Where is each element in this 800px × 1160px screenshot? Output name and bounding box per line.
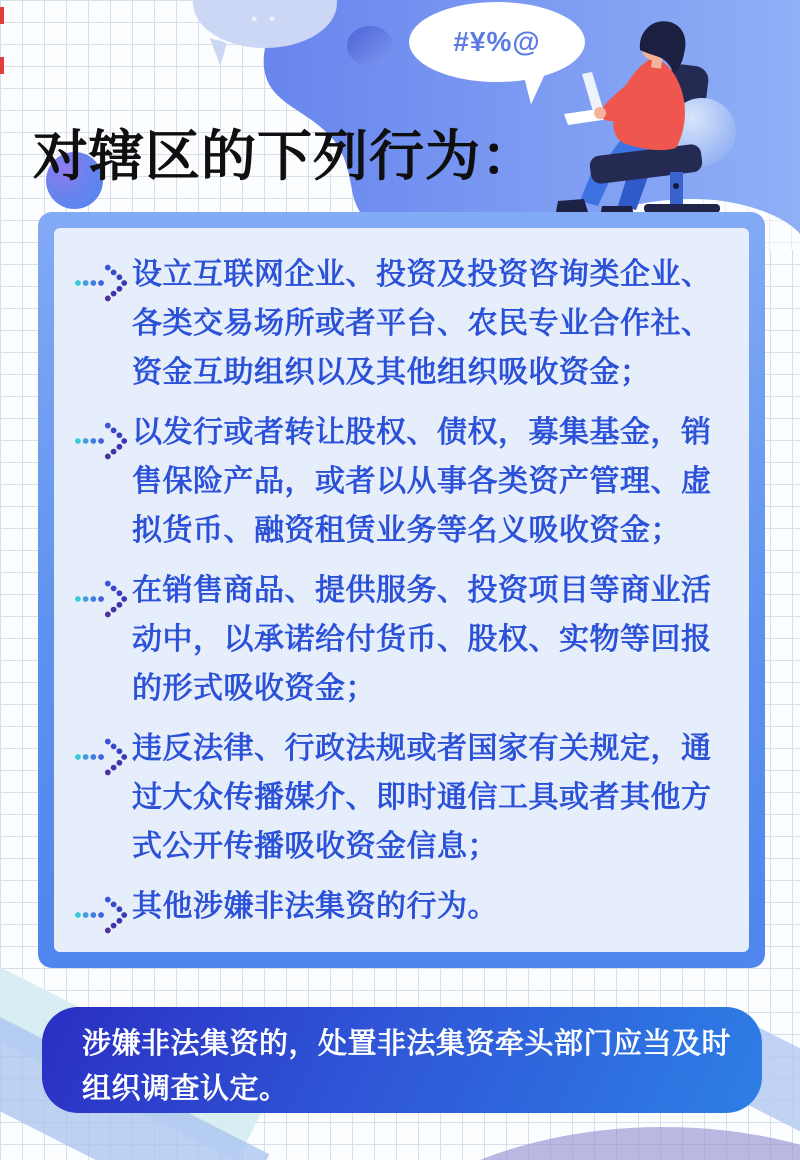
lavender-dome-decoration	[338, 1127, 800, 1160]
list-item-text: 违反法律、行政法规或者国家有关规定，通过大众传播媒介、即时通信工具或者其他方式公开传播吸收资金信息；	[132, 732, 712, 863]
behavior-list-inner	[54, 228, 749, 952]
person-hand	[594, 107, 606, 119]
swearing-symbols-text: #¥%@	[453, 26, 541, 57]
censored-symbols-text: * *	[251, 13, 279, 30]
chair-column	[670, 172, 683, 206]
small-blue-dot	[347, 26, 393, 66]
list-item-text: 其他涉嫌非法集资的行为。	[132, 890, 498, 923]
chair-knob	[673, 183, 679, 189]
margin-mark	[0, 7, 4, 24]
dotted-arrow-icon	[74, 250, 132, 397]
person-shoe	[556, 199, 588, 212]
page-title: 对辖区的下列行为：	[33, 125, 538, 187]
person-at-laptop-illustration	[552, 10, 800, 234]
list-item	[74, 408, 737, 555]
dotted-arrow-icon	[74, 724, 132, 871]
dotted-arrow-icon	[74, 882, 132, 947]
list-item-text: 设立互联网企业、投资及投资咨询类企业、各类交易场所或者平台、农民专业合作社、资金互助组织以及其他组织吸收资金；	[132, 258, 712, 389]
investigation-notice-box	[42, 1007, 762, 1113]
investigation-notice-text: 涉嫌非法集资的，处置非法集资牵头部门应当及时组织调查认定。	[82, 1028, 732, 1105]
list-item	[74, 250, 737, 397]
dotted-arrow-icon	[74, 566, 132, 713]
list-item-text: 在销售商品、提供服务、投资项目等商业活动中，以承诺给付货币、股权、实物等回报的形式吸收资金；	[132, 574, 712, 705]
list-item	[74, 724, 737, 871]
margin-mark	[0, 57, 4, 74]
behavior-list-box	[38, 212, 765, 968]
dotted-arrow-icon	[74, 408, 132, 555]
list-item-text: 以发行或者转让股权、债权，募集基金，销售保险产品，或者以从事各类资产管理、虚拟货币、融资租赁业务等名义吸收资金；	[132, 416, 712, 547]
list-item	[74, 566, 737, 713]
list-item	[74, 882, 737, 947]
